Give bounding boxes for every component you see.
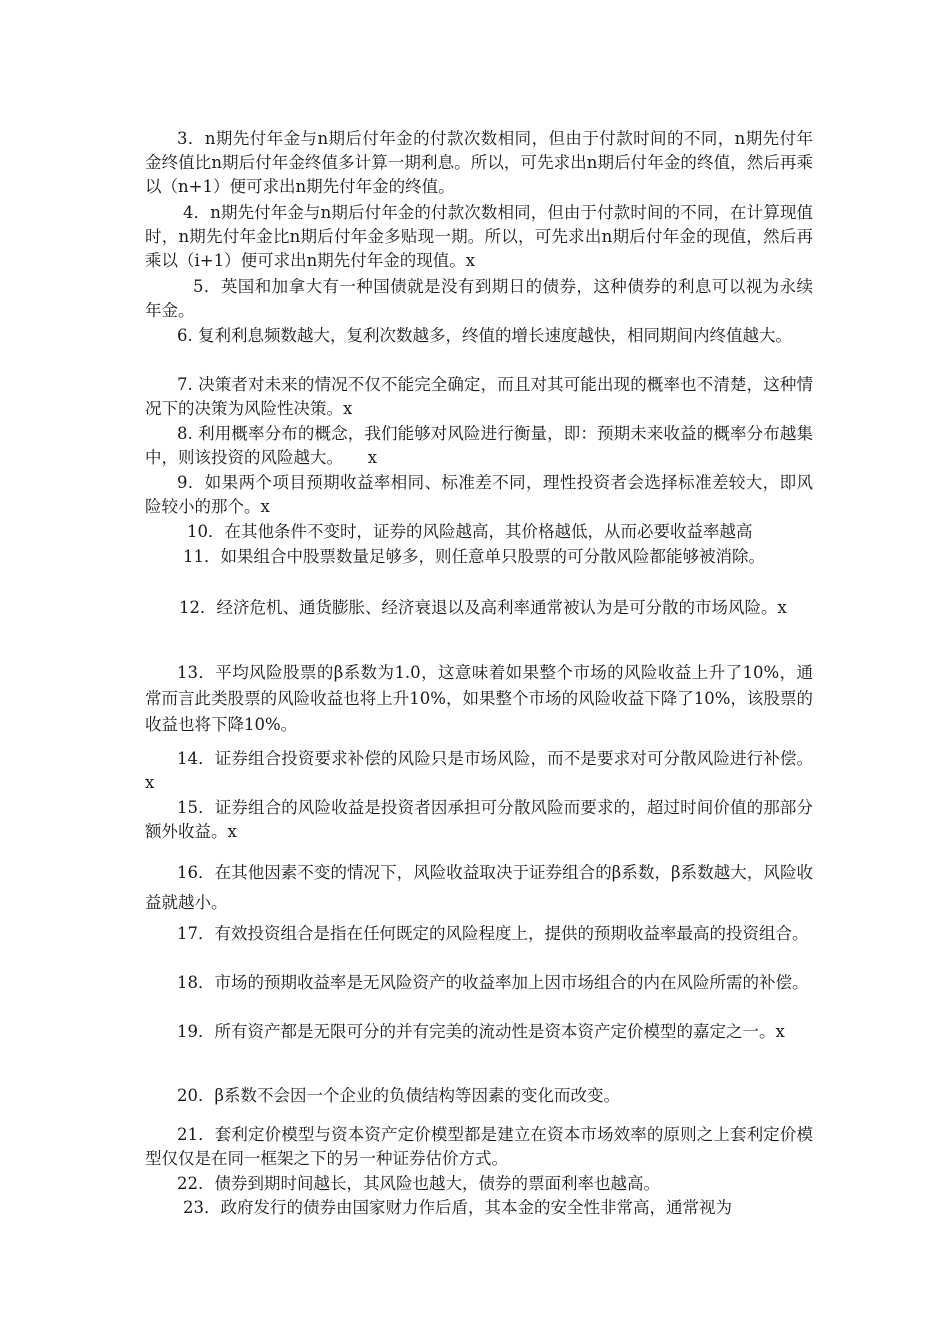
item-3 xyxy=(145,127,813,199)
item-23-text: 23．政府发行的债券由国家财力作后盾，其本金的安全性非常高，通常视为 xyxy=(183,1198,732,1217)
item-21-text: 21．套利定价模型与资本资产定价模型都是建立在资本市场效率的原则之上套利定价模型仅仅是在同一框架之下的另一种证券估价方式。 xyxy=(145,1125,813,1168)
item-18-text: 18．市场的预期收益率是无风险资产的收益率加上因市场组合的内在风险所需的补偿。 xyxy=(177,973,809,992)
item-12 xyxy=(145,596,813,620)
item-14 xyxy=(145,747,813,795)
item-5-text: 5．英国和加拿大有一种国债就是没有到期日的债券，这种债券的利息可以视为永续年金。 xyxy=(145,277,813,320)
item-19-text: 19．所有资产都是无限可分的并有完美的流动性是资本资产定价模型的嘉定之一。x xyxy=(177,1022,785,1041)
item-6 xyxy=(145,324,813,348)
item-7 xyxy=(145,373,813,421)
item-12-text: 12．经济危机、通货膨胀、经济衰退以及高利率通常被认为是可分散的市场风险。x xyxy=(179,598,787,617)
item-21 xyxy=(145,1123,813,1171)
item-16 xyxy=(145,858,813,918)
item-9-text: 9．如果两个项目预期收益率相同、标准差不同，理性投资者会选择标准差较大，即风险较小的那个。x xyxy=(145,473,813,516)
item-22 xyxy=(145,1172,813,1196)
item-11-text: 11．如果组合中股票数量足够多，则任意单只股票的可分散风险都能够被消除。 xyxy=(183,547,765,566)
item-8-text: 8. 利用概率分布的概念，我们能够对风险进行衡量，即：预期未来收益的概率分布越集中，则该投资的风险越大。 x xyxy=(145,424,813,467)
item-17 xyxy=(145,922,813,946)
item-10-text: 10．在其他条件不变时，证券的风险越高，其价格越低，从而必要收益率越高 xyxy=(187,522,753,541)
item-20 xyxy=(145,1084,813,1108)
item-7-text: 7. 决策者对未来的情况不仅不能完全确定，而且对其可能出现的概率也不清楚，这种情况下的决策为风险性决策。x xyxy=(145,375,813,418)
item-6-text: 6. 复利利息频数越大，复利次数越多，终值的增长速度越快，相同期间内终值越大。 xyxy=(177,326,792,345)
item-23 xyxy=(145,1196,813,1220)
item-4 xyxy=(145,201,813,273)
item-4-line-1: 4．n期先付年金与n期后付年金的付款次数相同，但由于付款时间的不同，在计算现值时，n期先付年金比n期后付年金多贴现一期。所以，可先求出n期后付年金的现值，然后再乘以（i+1）便可求出n期先付年金的现值。x xyxy=(145,203,813,270)
item-14-text: 14．证券组合投资要求补偿的风险只是市场风险，而不是要求对可分散风险进行补偿。x xyxy=(145,749,813,792)
item-11 xyxy=(145,545,813,569)
item-13-text: 13．平均风险股票的β系数为1.0，这意味着如果整个市场的风险收益上升了10%，通常而言此类股票的风险收益也将上升10%，如果整个市场的风险收益下降了10%，该股票的收益也将下降10%。 xyxy=(145,663,813,734)
item-15-text: 15．证券组合的风险收益是投资者因承担可分散风险而要求的，超过时间价值的那部分额外收益。x xyxy=(145,798,813,841)
item-20-text: 20．β系数不会因一个企业的负债结构等因素的变化而改变。 xyxy=(177,1086,621,1105)
item-3-line-1: 3．n期先付年金与n期后付年金的付款次数相同，但由于付款时间的不同，n期先付年金终值比n期后付年金终值多计算一期利息。所以，可先求出n期后付年金的终值，然后再乘以（n+1）便可求出n期先付年金的终值。 xyxy=(145,129,813,196)
item-16-text: 16．在其他因素不变的情况下，风险收益取决于证券组合的β系数，β系数越大，风险收益就越小。 xyxy=(145,863,813,912)
item-10 xyxy=(145,520,813,544)
item-9 xyxy=(145,471,813,519)
item-18 xyxy=(145,971,813,995)
item-8 xyxy=(145,422,813,470)
item-13 xyxy=(145,660,813,738)
item-19 xyxy=(145,1020,813,1044)
item-15 xyxy=(145,796,813,844)
item-17-text: 17．有效投资组合是指在任何既定的风险程度上，提供的预期收益率最高的投资组合。 xyxy=(177,924,809,943)
item-5 xyxy=(145,275,813,323)
item-22-text: 22．债券到期时间越长，其风险也越大，债券的票面利率也越高。 xyxy=(177,1174,660,1193)
